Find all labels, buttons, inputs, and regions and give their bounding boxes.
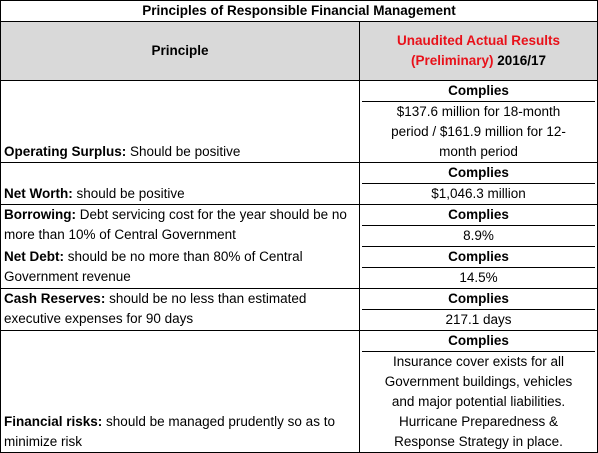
principle-name: Net Worth:: [4, 186, 73, 201]
title-row: [1, 1, 598, 22]
result-value-line: Response Strategy in place.: [394, 434, 563, 449]
table-title: Principles of Responsible Financial Management: [1, 1, 598, 22]
result-value-line: Government buildings, vehicles: [384, 374, 573, 389]
table-row-operating-surplus: [1, 81, 598, 163]
principle-cell: [1, 289, 360, 331]
fiscal-year-label: 2016/17: [493, 53, 547, 68]
table-row-net-debt: [1, 247, 598, 289]
principle-text: should be no less than estimated executive expenses for 90 days: [4, 291, 307, 326]
principle-name: Financial risks:: [4, 414, 103, 429]
principle-column-header: Principle: [1, 22, 360, 81]
result-cell: [360, 205, 598, 248]
table-row-borrowing: [1, 205, 598, 248]
principle-name: Cash Reserves:: [4, 291, 106, 306]
result-value-line: $137.6 million for 18-month: [396, 104, 561, 119]
principle-cell: [1, 331, 360, 453]
status-label: Complies: [362, 247, 595, 268]
result-value-line: 14.5%: [459, 270, 498, 285]
table-row-net-worth: [1, 163, 598, 205]
header-row: [1, 22, 598, 81]
status-label: Complies: [362, 81, 595, 102]
result-value-line: Insurance cover exists for all: [392, 354, 565, 369]
principle-cell: [1, 163, 360, 205]
table-row-financial-risks: [1, 331, 598, 453]
status-label: Complies: [362, 163, 595, 184]
principle-cell: [1, 205, 360, 248]
principle-name: Net Debt:: [4, 249, 64, 264]
result-value-line: 8.9%: [362, 226, 595, 247]
principle-cell: [1, 247, 360, 289]
principle-name: Borrowing:: [4, 207, 76, 222]
result-value-line: Hurricane Preparedness &: [398, 414, 559, 429]
result-cell: [360, 81, 598, 163]
result-value-line: 217.1 days: [445, 312, 512, 327]
result-cell: [360, 163, 598, 205]
status-label: Complies: [362, 289, 595, 310]
principle-text: should be managed prudently so as to minimize risk: [4, 414, 335, 449]
results-column-header: [360, 22, 598, 81]
principle-text: should be positive: [72, 186, 185, 201]
status-label: Complies: [362, 331, 595, 352]
table-row-cash-reserves: [1, 289, 598, 331]
principle-cell: [1, 81, 360, 163]
result-value-line: month period: [439, 144, 518, 159]
result-cell: [360, 331, 598, 453]
result-cell: [360, 247, 598, 289]
preliminary-label: (Preliminary): [410, 53, 494, 68]
principle-name: Operating Surplus:: [4, 144, 127, 159]
results-header-line1: Unaudited Actual Results: [396, 33, 561, 48]
principle-text: Debt servicing cost for the year should be no more than 10% of Central Government: [4, 207, 347, 242]
status-label: Complies: [362, 205, 595, 226]
results-header-line2: [363, 51, 594, 71]
result-cell: [360, 289, 598, 331]
principle-text: Should be positive: [126, 144, 241, 159]
principle-text: should be no more than 80% of Central Government revenue: [4, 249, 303, 284]
result-value-line: and major potential liabilities.: [391, 394, 566, 409]
result-value-line: $1,046.3 million: [431, 186, 526, 201]
result-value-line: period / $161.9 million for 12-: [391, 124, 566, 139]
